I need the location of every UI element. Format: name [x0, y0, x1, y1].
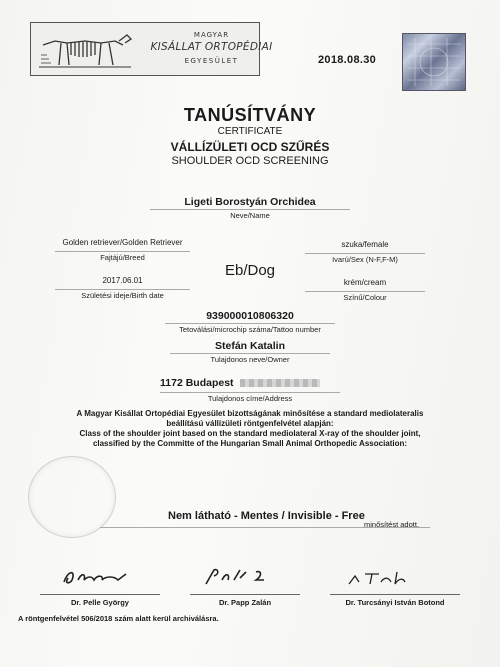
signature-line-1 [40, 594, 160, 595]
logo-line-1: MAGYAR [193, 31, 230, 39]
subtitle-hu: VÁLLÍZÜLETI OCD SZŰRÉS [170, 140, 330, 154]
association-logo [30, 22, 273, 76]
signature-line-2 [190, 594, 300, 595]
issue-date: 2018.08.30 [318, 54, 377, 66]
title-hu: TANÚSÍTVÁNY [183, 105, 317, 125]
logo-line-3: EGYESÜLET [184, 57, 239, 65]
dog-name-label: Neve/Name [150, 209, 350, 220]
embossed-seal-icon [28, 456, 116, 538]
logo-line-2: KISÁLLAT ORTOPÉDIAI [150, 41, 273, 53]
breed-label: Fajtájú/Breed [55, 251, 190, 262]
result-suffix: minősítést adott. [364, 520, 420, 529]
title-en: CERTIFICATE [217, 126, 283, 137]
sex-value: szuka/female [341, 240, 389, 249]
owner-label: Tulajdonos neve/Owner [170, 353, 330, 364]
subtitle-en: SHOULDER OCD SCREENING [171, 155, 329, 167]
statement-en-2: classified by the Committe of the Hungarian Small Animal Orthopedic Association: [92, 439, 408, 448]
owner-value: Stefán Katalin [214, 340, 285, 352]
microchip-value: 939000010806320 [206, 310, 294, 322]
archive-note: A röntgenfelvétel 506/2018 szám alatt kerül archiválásra. [18, 614, 219, 623]
sex-label: Ivarú/Sex (N-F,F-M) [305, 253, 425, 264]
microchip-label: Tetoválási/microchip száma/Tattoo number [165, 323, 335, 334]
colour-label: Színű/Colour [305, 291, 425, 302]
signer-name-1: Dr. Pelle György [71, 598, 129, 607]
signature-line-3 [330, 594, 460, 595]
result-underline [100, 527, 430, 528]
signature-turcsanyi-icon [345, 568, 415, 588]
dog-name-value: Ligeti Borostyán Orchidea [184, 196, 316, 208]
address-value [160, 377, 340, 389]
dog-skeleton-icon [37, 27, 133, 71]
statement-en-1: Class of the shoulder joint based on the standard mediolateral X-ray of the shoulder joint, [79, 429, 421, 438]
signature-papp-icon [200, 566, 280, 588]
statement-hu-2: beállítású vállízületi röntgenfelvétel alapján: [166, 419, 334, 428]
breed-value: Golden retriever/Golden Retriever [62, 238, 183, 247]
result-value: Nem látható - Mentes / Invisible - Free [168, 510, 365, 522]
species-value: Eb/Dog [224, 262, 276, 279]
colour-value: krém/cream [343, 278, 387, 287]
signature-pelle-icon [60, 566, 140, 588]
statement-hu-1: A Magyar Kisállat Ortopédiai Egyesület bizottságának minősítése a standard mediolateralis [76, 409, 424, 418]
address-redacted-block [240, 379, 320, 387]
signer-name-3: Dr. Turcsányi István Botond [345, 598, 445, 607]
birth-date-label: Születési ideje/Birth date [55, 289, 190, 300]
birth-date-value: 2017.06.01 [102, 276, 143, 285]
signer-name-2: Dr. Papp Zalán [218, 598, 272, 607]
hologram-sticker-icon [402, 33, 466, 91]
address-label: Tulajdonos címe/Address [160, 392, 340, 403]
address-text: 1172 Budapest [160, 377, 234, 389]
